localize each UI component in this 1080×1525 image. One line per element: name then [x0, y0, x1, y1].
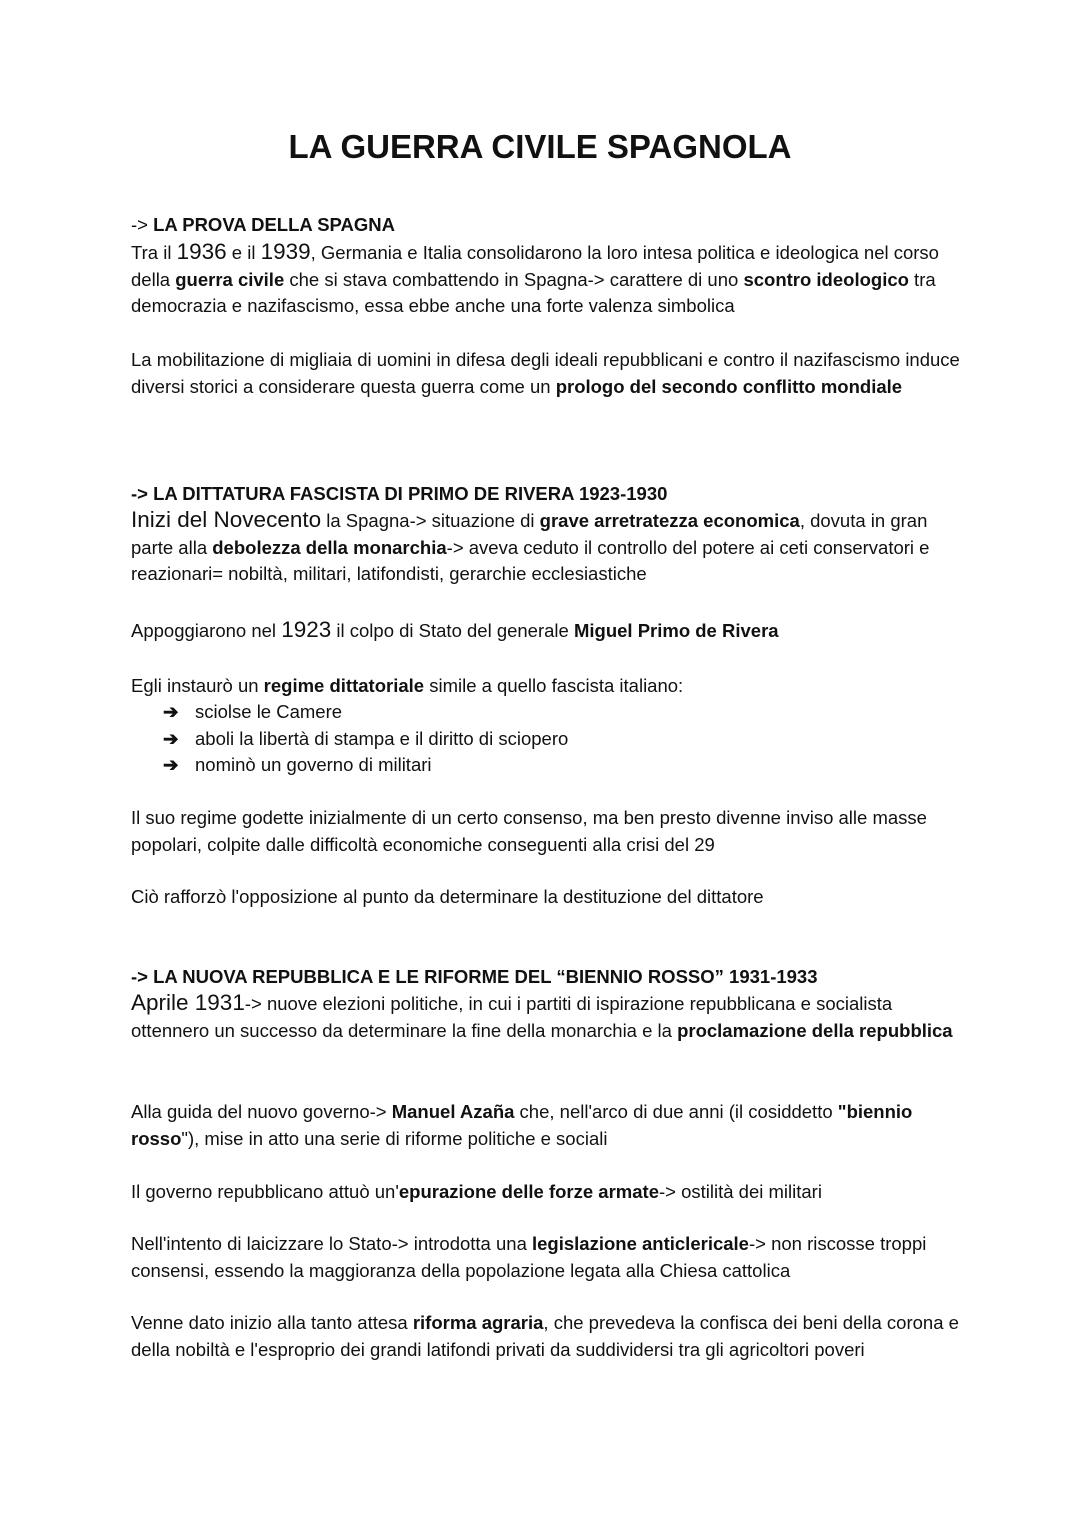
list-item: ➔ aboli la libertà di stampa e il diritto di sciopero: [163, 726, 568, 753]
list-item: ➔ sciolse le Camere: [163, 699, 568, 726]
paragraph-repubblica-1: Aprile 1931-> nuove elezioni politiche, in cui i partiti di ispirazione repubblicana e socialista ottennero un successo da determinare la fine della monarchia e la proclamazione della repubblica: [131, 990, 953, 1041]
paragraph-dittatura-1: Inizi del Novecento la Spagna-> situazione di grave arretratezza economica, dovuta in gran parte alla debolezza della monarchia-> aveva ceduto il controllo del potere ai ceti conservatori e reazionari= nobiltà, militari, latifondisti, gerarchie ecclesiastiche: [131, 507, 930, 584]
paragraph-repubblica-4: Nell'intento di laicizzare lo Stato-> introdotta una legislazione anticlericale-> non riscosse troppi consensi, essendo la maggioranza della popolazione legata alla Chiesa cattolica: [131, 1233, 927, 1281]
list-item: ➔ nominò un governo di militari: [163, 752, 568, 779]
page-title: LA GUERRA CIVILE SPAGNOLA: [288, 128, 792, 165]
section-heading-prova-spagna: -> LA PROVA DELLA SPAGNA: [131, 214, 395, 235]
paragraph-dittatura-3: Egli instaurò un regime dittatoriale simile a quello fascista italiano:: [131, 675, 684, 696]
section-heading-dittatura: -> LA DITTATURA FASCISTA DI PRIMO DE RIVERA 1923-1930: [131, 483, 668, 504]
paragraph-dittatura-2: Appoggiarono nel 1923 il colpo di Stato del generale Miguel Primo de Rivera: [131, 617, 779, 642]
paragraph-dittatura-4: Il suo regime godette inizialmente di un certo consenso, ma ben presto divenne inviso alle masse popolari, colpite dalle difficoltà economiche conseguenti alla crisi del 29: [131, 807, 927, 855]
paragraph-repubblica-5: Venne dato inizio alla tanto attesa riforma agraria, che prevedeva la confisca dei beni della corona e della nobiltà e l'esproprio dei grandi latifondi privati da suddividersi tra gli agricoltori poveri: [131, 1312, 959, 1360]
paragraph-prova-2: La mobilitazione di migliaia di uomini in difesa degli ideali repubblicani e contro il nazifascismo induce diversi storici a considerare questa guerra come un prologo del secondo conflitto mondiale: [131, 349, 960, 397]
section-heading-repubblica: -> LA NUOVA REPUBBLICA E LE RIFORME DEL “BIENNIO ROSSO” 1931-1933: [131, 966, 818, 987]
measures-list: [163, 699, 568, 779]
paragraph-repubblica-2: Alla guida del nuovo governo-> Manuel Azaña che, nell'arco di due anni (il cosiddetto "biennio rosso"), mise in atto una serie di riforme politiche e sociali: [131, 1101, 913, 1149]
arrow-right-icon: ➔: [163, 754, 179, 775]
paragraph-dittatura-5: Ciò rafforzò l'opposizione al punto da determinare la destituzione del dittatore: [131, 886, 764, 907]
arrow-right-icon: ➔: [163, 727, 179, 749]
paragraph-repubblica-3: Il governo repubblicano attuò un'epurazione delle forze armate-> ostilità dei militari: [131, 1181, 822, 1202]
paragraph-prova-1: Tra il 1936 e il 1939, Germania e Italia consolidarono la loro intesa politica e ideologica nel corso della guerra civile che si stava combattendo in Spagna-> carattere di uno scontro ideologico tra democrazia e nazifascismo, essa ebbe anche una forte valenza simbolica: [131, 239, 939, 316]
arrow-right-icon: ➔: [163, 701, 179, 722]
